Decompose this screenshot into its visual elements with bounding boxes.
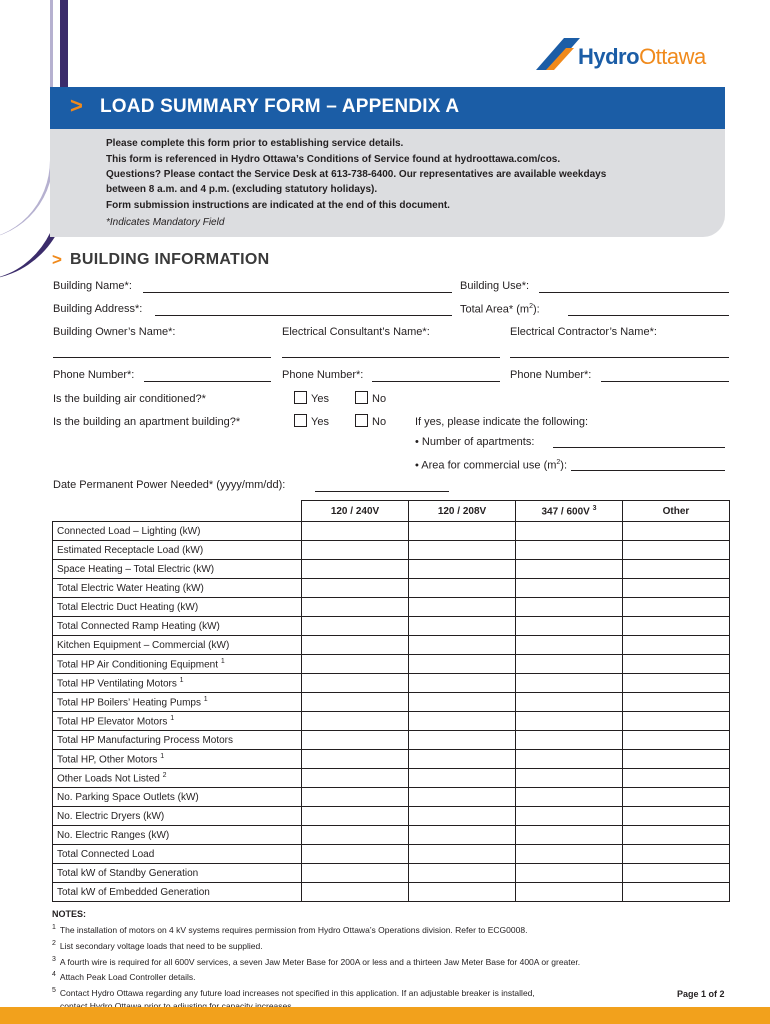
building-name-label: Building Name*:	[53, 280, 132, 292]
table-input-cell[interactable]	[409, 693, 516, 712]
num-apartments-field[interactable]	[553, 447, 725, 448]
no-label: No	[372, 416, 387, 428]
table-input-cell[interactable]	[302, 598, 409, 617]
table-row	[53, 617, 730, 636]
commercial-area-field[interactable]	[571, 470, 725, 471]
building-address-field[interactable]	[155, 315, 452, 316]
building-use-label: Building Use*:	[460, 280, 530, 292]
table-input-cell[interactable]	[516, 541, 623, 560]
table-input-cell[interactable]	[302, 579, 409, 598]
table-input-cell[interactable]	[623, 807, 730, 826]
table-input-cell[interactable]	[409, 598, 516, 617]
note-item: $^5$ Contact Hydro Ottawa regarding any future load increases not specified in this application. If an adjustable breaker is installed,	[52, 987, 535, 999]
table-input-cell[interactable]	[623, 883, 730, 902]
intro-line: This form is referenced in Hydro Ottawa’s Conditions of Service found at hydroottawa.com/cos.	[106, 154, 561, 165]
table-input-cell[interactable]	[516, 617, 623, 636]
apartment-label: Is the building an apartment building?*	[53, 416, 241, 428]
row-label: Space Heating – Total Electric (kW)	[53, 560, 302, 579]
table-input-cell[interactable]	[623, 845, 730, 864]
table-input-cell[interactable]	[623, 731, 730, 750]
table-row	[53, 579, 730, 598]
table-input-cell[interactable]	[409, 655, 516, 674]
date-needed-label: Date Permanent Power Needed* (yyyy/mm/dd):	[53, 479, 286, 491]
note-item: $^4$ Attach Peak Load Controller details.	[52, 971, 196, 983]
table-input-cell[interactable]	[623, 712, 730, 731]
table-input-cell[interactable]	[516, 883, 623, 902]
table-input-cell[interactable]	[409, 845, 516, 864]
table-input-cell[interactable]	[409, 788, 516, 807]
table-input-cell[interactable]	[409, 617, 516, 636]
table-input-cell[interactable]	[302, 845, 409, 864]
date-needed-field[interactable]	[315, 491, 449, 492]
notes-section	[52, 908, 580, 1013]
table-input-cell[interactable]	[409, 826, 516, 845]
table-row	[53, 807, 730, 826]
apartment-no-checkbox[interactable]	[355, 414, 368, 427]
table-input-cell[interactable]	[623, 769, 730, 788]
table-input-cell[interactable]	[302, 807, 409, 826]
table-input-cell[interactable]	[516, 750, 623, 769]
table-input-cell[interactable]	[516, 655, 623, 674]
table-row	[53, 598, 730, 617]
table-input-cell[interactable]	[516, 598, 623, 617]
contractor-phone-field[interactable]	[601, 381, 729, 382]
page-title: LOAD SUMMARY FORM – APPENDIX A	[100, 96, 460, 117]
table-row	[53, 655, 730, 674]
row-label: No. Parking Space Outlets (kW)	[53, 788, 302, 807]
table-input-cell[interactable]	[516, 807, 623, 826]
table-input-cell[interactable]	[516, 674, 623, 693]
yes-label: Yes	[311, 416, 329, 428]
intro-line: between 8 a.m. and 4 p.m. (excluding statutory holidays).	[106, 184, 378, 195]
total-area-label: Total Area* $(m^2)$:	[460, 303, 540, 316]
section-title-building-information: BUILDING INFORMATION	[70, 251, 270, 268]
row-label: Connected Load – Lighting (kW)	[53, 522, 302, 541]
table-input-cell[interactable]	[516, 845, 623, 864]
table-input-cell[interactable]	[302, 826, 409, 845]
column-header-120-240v: 120 / 240V	[302, 501, 409, 522]
column-header-other: Other	[623, 501, 730, 522]
table-input-cell[interactable]	[302, 693, 409, 712]
table-input-cell[interactable]	[302, 769, 409, 788]
table-input-cell[interactable]	[302, 864, 409, 883]
table-input-cell[interactable]	[409, 883, 516, 902]
row-label: No. Electric Ranges (kW)	[53, 826, 302, 845]
row-label: Total HP Elevator Motors $^1$	[53, 712, 302, 731]
table-input-cell[interactable]	[623, 788, 730, 807]
load-summary-table	[52, 500, 730, 902]
apartment-yes-checkbox[interactable]	[294, 414, 307, 427]
chevron-right-icon: >	[52, 250, 62, 269]
intro-line: Form submission instructions are indicated at the end of this document.	[106, 200, 450, 211]
table-input-cell[interactable]	[516, 864, 623, 883]
chevron-right-icon: >	[70, 93, 83, 118]
commercial-area-label: • Area for commercial use $(m^2)$:	[415, 459, 568, 472]
table-header-blank	[53, 501, 302, 522]
table-row	[53, 769, 730, 788]
table-row	[53, 712, 730, 731]
table-row	[53, 788, 730, 807]
table-row	[53, 693, 730, 712]
table-input-cell[interactable]	[516, 769, 623, 788]
table-input-cell[interactable]	[623, 617, 730, 636]
note-item: $^2$ List secondary voltage loads that need to be supplied.	[52, 939, 263, 951]
row-label: Total Connected Load	[53, 845, 302, 864]
intro-line: Please complete this form prior to establishing service details.	[106, 138, 404, 149]
table-row	[53, 883, 730, 902]
table-input-cell[interactable]	[516, 788, 623, 807]
num-apartments-label: • Number of apartments:	[415, 436, 535, 448]
row-label: Total Electric Water Heating (kW)	[53, 579, 302, 598]
row-label: Total Electric Duct Heating (kW)	[53, 598, 302, 617]
table-input-cell[interactable]	[409, 522, 516, 541]
column-header-347-600v: 347 / 600V $^3$	[516, 501, 623, 522]
table-input-cell[interactable]	[623, 560, 730, 579]
owner-name-label: Building Owner’s Name*:	[53, 326, 176, 338]
row-label: Estimated Receptacle Load (kW)	[53, 541, 302, 560]
table-row	[53, 845, 730, 864]
table-row	[53, 731, 730, 750]
table-input-cell[interactable]	[409, 636, 516, 655]
table-input-cell[interactable]	[409, 712, 516, 731]
row-label: Total HP, Other Motors $^1$	[53, 750, 302, 769]
table-input-cell[interactable]	[623, 636, 730, 655]
table-input-cell[interactable]	[516, 636, 623, 655]
table-input-cell[interactable]	[409, 769, 516, 788]
table-input-cell[interactable]	[302, 712, 409, 731]
table-input-cell[interactable]	[409, 674, 516, 693]
notes-heading: NOTES:	[52, 909, 87, 919]
consultant-name-label: Electrical Consultant’s Name*:	[282, 326, 430, 338]
row-label: Total HP Ventilating Motors $^1$	[53, 674, 302, 693]
page-number: Page 1 of 2	[677, 989, 725, 999]
table-input-cell[interactable]	[302, 617, 409, 636]
table-input-cell[interactable]	[623, 522, 730, 541]
if-yes-label: If yes, please indicate the following:	[415, 416, 589, 428]
table-input-cell[interactable]	[302, 674, 409, 693]
consultant-phone-field[interactable]	[372, 381, 500, 382]
row-label: No. Electric Dryers (kW)	[53, 807, 302, 826]
table-row	[53, 674, 730, 693]
total-area-field[interactable]	[568, 315, 729, 316]
table-input-cell[interactable]	[623, 655, 730, 674]
table-input-cell[interactable]	[516, 522, 623, 541]
building-name-field[interactable]	[143, 292, 452, 293]
table-input-cell[interactable]	[302, 731, 409, 750]
table-row	[53, 560, 730, 579]
mandatory-note: *Indicates Mandatory Field	[106, 217, 225, 228]
building-address-label: Building Address*:	[53, 303, 143, 315]
table-input-cell[interactable]	[302, 541, 409, 560]
logo-text: HydroOttawa	[578, 44, 706, 69]
row-label: Other Loads Not Listed $^2$	[53, 769, 302, 788]
footer-bar	[0, 1007, 770, 1024]
table-input-cell[interactable]	[409, 807, 516, 826]
row-label: Total HP Boilers’ Heating Pumps $^1$	[53, 693, 302, 712]
table-input-cell[interactable]	[516, 579, 623, 598]
row-label: Total kW of Standby Generation	[53, 864, 302, 883]
intro-line: Questions? Please contact the Service Desk at 613-738-6400. Our representatives are available weekdays	[106, 169, 607, 180]
table-input-cell[interactable]	[302, 560, 409, 579]
table-input-cell[interactable]	[409, 579, 516, 598]
table-input-cell[interactable]	[302, 636, 409, 655]
column-header-120-208v: 120 / 208V	[409, 501, 516, 522]
table-input-cell[interactable]	[409, 750, 516, 769]
consultant-name-field[interactable]	[282, 357, 500, 358]
table-header-row	[53, 501, 730, 522]
no-label: No	[372, 393, 387, 405]
table-input-cell[interactable]	[302, 788, 409, 807]
table-row	[53, 541, 730, 560]
table-input-cell[interactable]	[302, 655, 409, 674]
table-input-cell[interactable]	[516, 712, 623, 731]
table-input-cell[interactable]	[623, 579, 730, 598]
table-input-cell[interactable]	[623, 864, 730, 883]
table-input-cell[interactable]	[409, 541, 516, 560]
table-input-cell[interactable]	[302, 750, 409, 769]
table-row	[53, 750, 730, 769]
row-label: Kitchen Equipment – Commercial (kW)	[53, 636, 302, 655]
row-label: Total HP Manufacturing Process Motors	[53, 731, 302, 750]
table-input-cell[interactable]	[409, 731, 516, 750]
owner-phone-label: Phone Number*:	[53, 369, 135, 381]
contractor-phone-label: Phone Number*:	[510, 369, 592, 381]
table-input-cell[interactable]	[623, 693, 730, 712]
table-row	[53, 636, 730, 655]
air-conditioned-no-checkbox[interactable]	[355, 391, 368, 404]
table-input-cell[interactable]	[623, 674, 730, 693]
table-row	[53, 826, 730, 845]
table-input-cell[interactable]	[623, 826, 730, 845]
row-label: Total Connected Ramp Heating (kW)	[53, 617, 302, 636]
table-input-cell[interactable]	[409, 864, 516, 883]
row-label: Total kW of Embedded Generation	[53, 883, 302, 902]
table-input-cell[interactable]	[623, 541, 730, 560]
contractor-name-label: Electrical Contractor’s Name*:	[510, 326, 657, 338]
table-input-cell[interactable]	[302, 522, 409, 541]
contractor-name-field[interactable]	[510, 357, 729, 358]
note-item: $^1$ The installation of motors on 4 kV systems requires permission from Hydro Ottawa’s Operations division. Refer to ECG0008.	[52, 924, 528, 935]
air-conditioned-label: Is the building air conditioned?*	[53, 393, 206, 405]
owner-phone-field[interactable]	[144, 381, 271, 382]
building-use-field[interactable]	[539, 292, 729, 293]
row-label: Total HP Air Conditioning Equipment $^1$	[53, 655, 302, 674]
table-input-cell[interactable]	[302, 883, 409, 902]
table-row	[53, 864, 730, 883]
table-input-cell[interactable]	[516, 560, 623, 579]
air-conditioned-yes-checkbox[interactable]	[294, 391, 307, 404]
yes-label: Yes	[311, 393, 329, 405]
table-input-cell[interactable]	[516, 826, 623, 845]
table-input-cell[interactable]	[623, 598, 730, 617]
table-input-cell[interactable]	[623, 750, 730, 769]
owner-name-field[interactable]	[53, 357, 271, 358]
table-input-cell[interactable]	[516, 693, 623, 712]
table-input-cell[interactable]	[409, 560, 516, 579]
note-item: $^3$ A fourth wire is required for all 600V services, a seven Jaw Meter Base for 200A or less and a thirteen Jaw Meter Base for 400A or greater.	[52, 955, 581, 967]
consultant-phone-label: Phone Number*:	[282, 369, 364, 381]
table-row	[53, 522, 730, 541]
table-input-cell[interactable]	[516, 731, 623, 750]
